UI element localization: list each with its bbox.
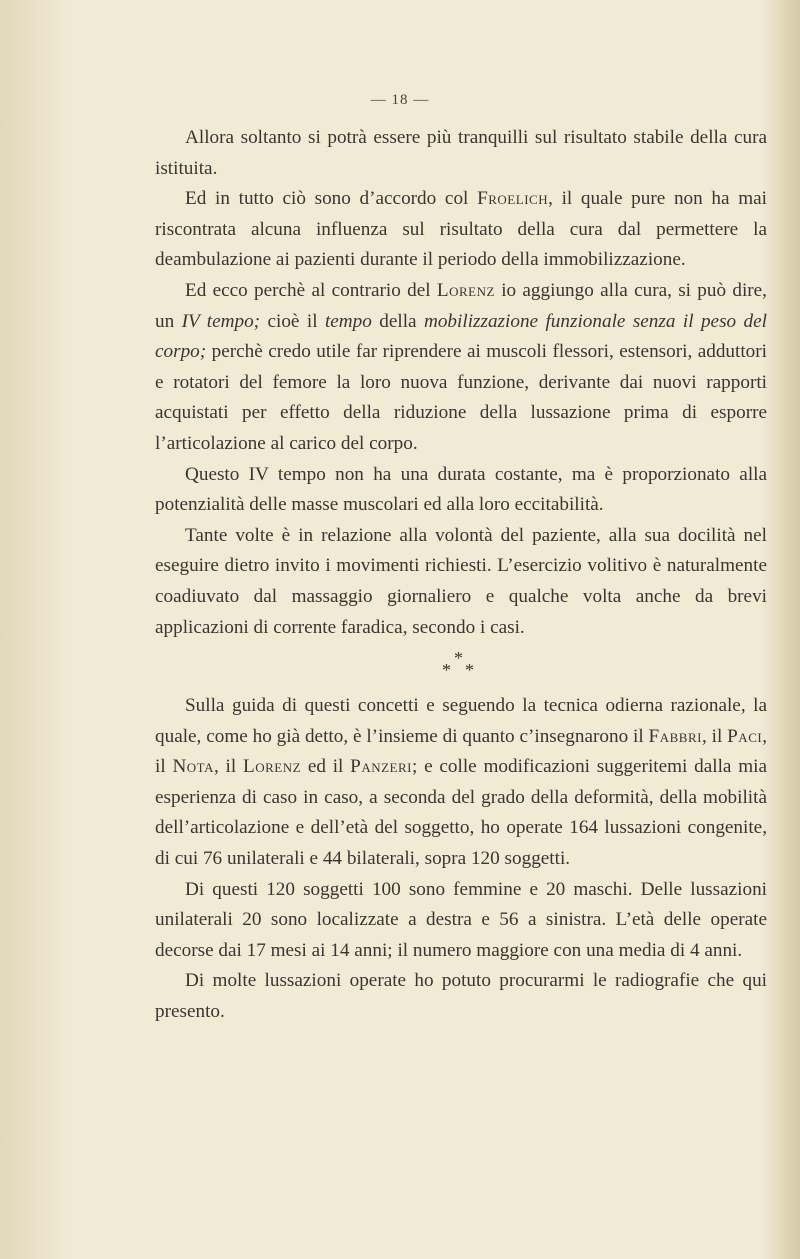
text-run: della	[371, 310, 424, 332]
author-name: Lorenz	[436, 279, 495, 301]
paragraph-6	[155, 691, 767, 875]
author-name: Froelich	[477, 188, 549, 210]
italic-run: mobilizzazione funzionale senza il peso del corpo;	[155, 310, 767, 363]
text-run: perchè credo utile far riprendere ai muscoli flessori, estensori, adduttori e rotatori del femore la loro nuova funzione, derivante dai nuovi rapporti acquistati per effetto della riduzione della lussazione prima di esporre l’articolazione al carico del corpo.	[155, 341, 767, 454]
italic-run: IV tempo;	[181, 310, 261, 332]
text-run: ; e colle modificazioni suggeritemi dalla mia esperienza di caso in caso, a seconda del grado della deformità, della mobilità dell’articolazione e dell’età del soggetto, ho operate 164 lussazioni congenite, di cui 76 unilaterali e 44 bilaterali, sopra 120 soggetti.	[155, 756, 767, 870]
text-run: cioè il	[260, 310, 325, 332]
text-run: io aggiungo alla cura, si può dire, un	[155, 279, 767, 332]
asterisk: *	[442, 660, 451, 681]
author-name: Fabbri	[648, 725, 702, 747]
asterism-divider	[155, 643, 767, 691]
paragraph-4: Questo IV tempo non ha una durata costante, ma è proporzionato alla potenzialità delle masse muscolari ed alla loro eccitabilità.	[155, 463, 767, 516]
text-run: , il	[155, 725, 767, 778]
text-run: , il	[213, 756, 243, 778]
paragraph-5: Tante volte è in relazione alla volontà del paziente, alla sua docilità nel eseguire dietro invito i movimenti richiesti. L’esercizio volitivo è naturalmente coadiuvato dal massaggio giornaliero e qualche volta anche da brevi applicazioni di corrente faradica, secondo i casi.	[155, 524, 767, 638]
asterisk: *	[454, 648, 463, 669]
paragraph-3	[155, 276, 767, 460]
text-run: , il quale pure non ha mai riscontrata alcuna influenza sul risultato della cura dal permettere la deambulazione ai pazienti durante il periodo della immobilizzazione.	[155, 188, 767, 271]
paragraph-7: Di questi 120 soggetti 100 sono femmine e 20 maschi. Delle lussazioni unilaterali 20 sono localizzate a destra e 56 a sinistra. L’età delle operate decorse dai 17 mesi ai 14 anni; il numero maggiore con una media di 4 anni.	[155, 878, 767, 961]
text-run: , il	[701, 725, 728, 747]
paragraph-2	[155, 184, 767, 276]
author-name: Nota	[172, 756, 214, 778]
author-name: Lorenz	[243, 756, 302, 778]
text-run: Sulla guida di questi concetti e seguendo la tecnica odierna razionale, la quale, come ho già detto, è l’insieme di quanto c’insegnarono il	[155, 695, 767, 747]
text-run: Ed ecco perchè al contrario del	[185, 279, 437, 301]
page-number: — 18 —	[370, 92, 430, 108]
text-run: ed il	[301, 756, 351, 778]
asterisk: *	[465, 660, 474, 681]
body-text	[155, 123, 767, 1028]
text-run: Ed in tutto ciò sono d’accordo col	[185, 188, 478, 210]
paragraph-8: Di molte lussazioni operate ho potuto procurarmi le radiografie che qui presento.	[155, 970, 767, 1023]
paragraph-1: Allora soltanto si potrà essere più tranquilli sul risultato stabile della cura istituita.	[155, 127, 767, 179]
italic-run: tempo	[324, 310, 372, 332]
author-name: Panzeri	[350, 756, 412, 778]
author-name: Paci	[727, 725, 763, 747]
